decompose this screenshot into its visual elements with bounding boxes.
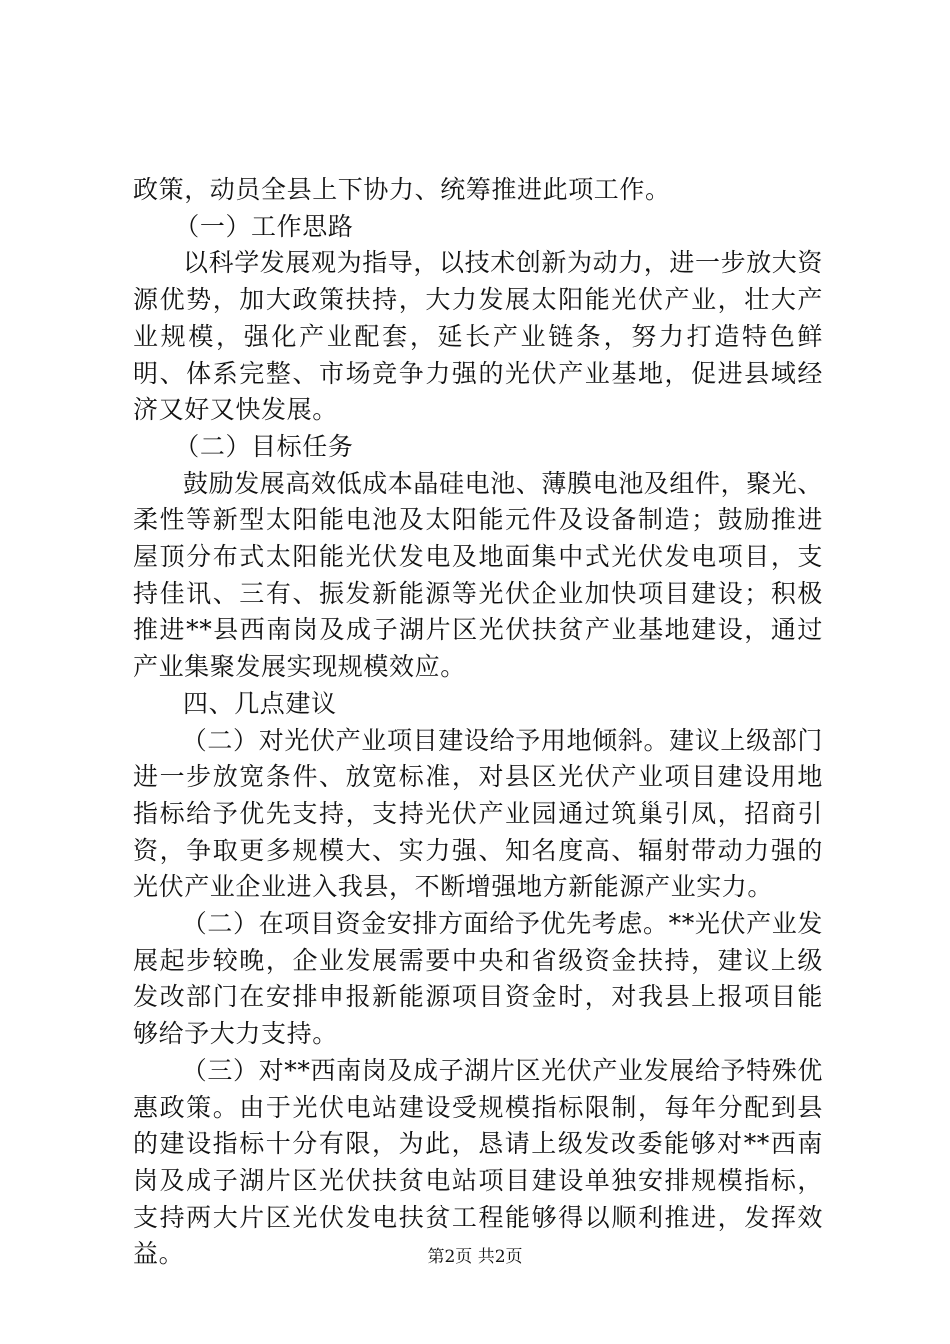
paragraph-special-policy: （三）对**西南岗及成子湖片区光伏产业发展给予特殊优惠政策。由于光伏电站建设受规模指标限制，每年分配到县的建设指标十分有限，为此，恳请上级发改委能够对**西南岗及成子湖片区光伏扶贫电站项目建设单独安排规模指标，支持两大片区光伏发电扶贫工程能够得以顺利推进，发挥效益。 [133, 1055, 823, 1269]
heading-goals-tasks: （二）目标任务 [174, 431, 354, 461]
paragraph-goals-tasks: 鼓励发展高效低成本晶硅电池、薄膜电池及组件，聚光、柔性等新型太阳能电池及太阳能元件及设备制造；鼓励推进屋顶分布式太阳能光伏发电及地面集中式光伏发电项目，支持佳讯、三有、振发新能源等光伏企业加快项目建设；积极推进**县西南岗及成子湖片区光伏扶贫产业基地建设，通过产业集聚发展实现规模效应。 [133, 468, 824, 682]
paragraph-policy-continuation: 政策，动员全县上下协力、统筹推进此项工作。 [133, 175, 671, 204]
section-heading-suggestions: 四、几点建议 [183, 688, 337, 718]
page-number-footer: 第2页 共2页 [427, 1247, 523, 1267]
paragraph-land-use: （二）对光伏产业项目建设给予用地倾斜。建议上级部门进一步放宽条件、放宽标准，对县区光伏产业项目建设用地指标给予优先支持，支持光伏产业园通过筑巢引凤，招商引资，争取更多规模大、实力强、知名度高、辐射带动力强的光伏产业企业进入我县，不断增强地方新能源产业实力。 [133, 725, 823, 902]
paragraph-work-approach: 以科学发展观为指导，以技术创新为动力，进一步放大资源优势，加大政策扶持，大力发展太阳能光伏产业，壮大产业规模，强化产业配套，延长产业链条，努力打造特色鲜明、体系完整、市场竞争力强的光伏产业基地，促进县域经济又好又快发展。 [133, 248, 824, 425]
heading-work-approach: （一）工作思路 [174, 211, 354, 241]
document-body [133, 172, 823, 1273]
paragraph-funding: （二）在项目资金安排方面给予优先考虑。**光伏产业发展起步较晚，企业发展需要中央和省级资金扶持，建议上级发改部门在安排申报新能源项目资金时，对我县上报项目能够给予大力支持。 [133, 909, 823, 1049]
